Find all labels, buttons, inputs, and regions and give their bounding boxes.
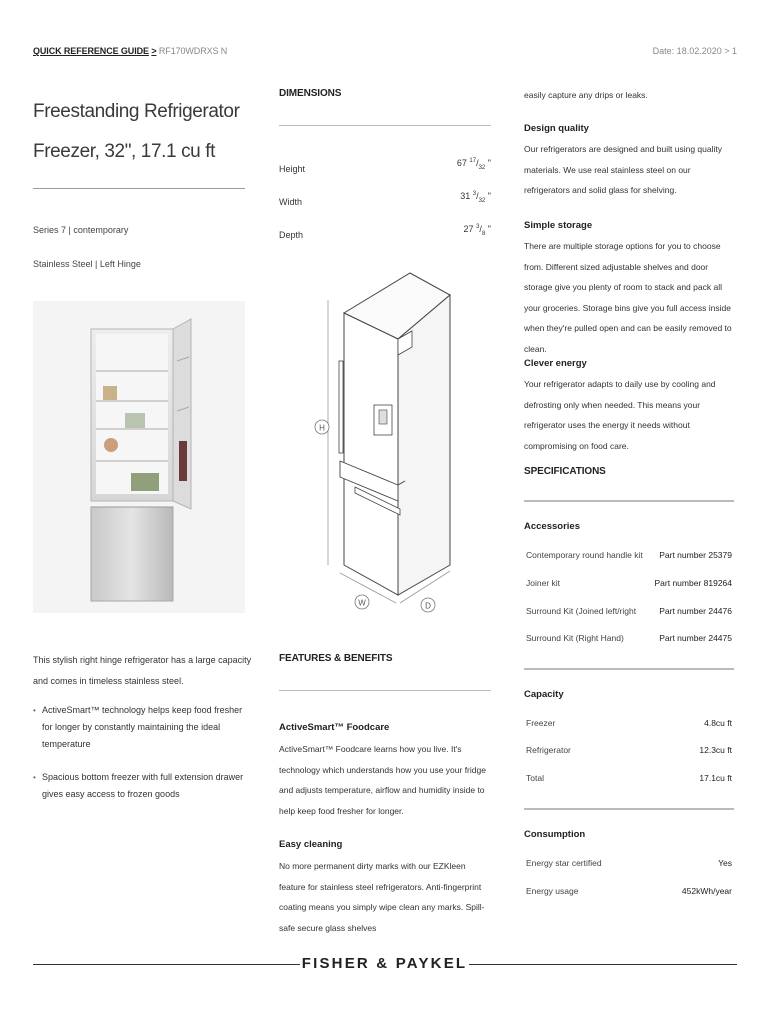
product-title [33, 92, 263, 172]
feature-body: ActiveSmart™ Foodcare learns how you live. It's technology which understands how you use your fridge and adjusts temperature, airflow and humidity inside to help keep food fresher for longer. [279, 744, 486, 816]
header-separator: > [151, 46, 157, 56]
refrigerator-photo-image [33, 301, 245, 613]
document-date: Date: 18.02.2020 > 1 [652, 46, 737, 56]
dimension-value: 67 $^{17}/_{32}$ " [456, 158, 491, 171]
brand-logo: FISHER & PAYKEL [301, 955, 468, 972]
highlight-item: • Spacious bottom freezer with full extension drawer gives easy access to frozen goods [33, 769, 253, 803]
dimension-label: Depth [279, 230, 304, 240]
spec-row: Surround Kit (Right Hand) Part number 24475 [526, 633, 732, 643]
dimension-row-height [279, 158, 491, 174]
product-finish: Stainless Steel | Left Hinge [33, 259, 141, 269]
dimension-label: Width [279, 197, 303, 207]
feature-title: Clever energy [524, 358, 587, 369]
width-marker: W [358, 598, 366, 608]
guide-header [33, 46, 227, 56]
dimension-row-depth [279, 224, 491, 240]
spec-row: Contemporary round handle kit Part number 25379 [526, 550, 732, 560]
model-number: RF170WDRXS N [158, 46, 228, 56]
guide-label: QUICK REFERENCE GUIDE [33, 46, 149, 56]
dimensions-divider [279, 125, 491, 126]
dimension-row-width [279, 191, 491, 207]
features-heading: FEATURES & BENEFITS [279, 653, 393, 664]
dimension-value: 27 $^3/_8$ " [463, 224, 491, 237]
spec-row: Freezer 4.8cu ft [526, 718, 732, 728]
specifications-heading: SPECIFICATIONS [524, 466, 606, 477]
product-series: Series 7 | contemporary [33, 225, 129, 235]
product-title-line-1: Freestanding Refrigerator [33, 101, 240, 122]
footer-rule-left [33, 964, 300, 965]
feature-title: ActiveSmart™ Foodcare [279, 722, 390, 733]
spec-row: Joiner kit Part number 819264 [526, 578, 732, 588]
dimensions-heading: DIMENSIONS [279, 88, 342, 99]
highlight-item: • ActiveSmart™ technology helps keep food fresher for longer by constantly maintaining the ideal temperature [33, 702, 253, 753]
feature-title: Design quality [524, 123, 589, 134]
dimension-diagram [300, 265, 470, 620]
feature-body: There are multiple storage options for you to choose from. Different sized adjustable shelves and door storage give you plenty of room to stack and pack all your groceries. Storage bins give you full access inside when they're pulled open and can be easily removed to clean. [524, 241, 732, 354]
spec-group-title: Capacity [524, 689, 564, 700]
product-intro: This stylish right hinge refrigerator has a large capacity and comes in timeless stainless steel. [33, 655, 252, 686]
product-highlights [33, 702, 253, 819]
features-divider [279, 690, 491, 691]
dimension-value: 31 $^3/_{32}$ " [460, 191, 491, 204]
feature-continued: easily capture any drips or leaks. [524, 90, 648, 100]
depth-marker: D [425, 601, 431, 611]
spec-row: Surround Kit (Joined left/right Part number 24476 [526, 606, 732, 616]
spec-row: Total 17.1cu ft [526, 773, 732, 783]
feature-body: No more permanent dirty marks with our EZKleen feature for stainless steel refrigerators. Anti-fingerprint coating means you simply wipe clean any marks. Spill-safe secure glass shelves [279, 861, 485, 933]
spec-group-title: Accessories [524, 521, 580, 532]
product-photo [33, 301, 245, 613]
spec-row: Energy star certified Yes [526, 858, 732, 868]
spec-group-title: Consumption [524, 829, 586, 840]
dimension-label: Height [279, 164, 306, 174]
product-title-line-2: Freezer, 32", 17.1 cu ft [33, 141, 215, 162]
height-marker: H [319, 423, 325, 433]
footer-rule-right [469, 964, 737, 965]
spec-group-divider [524, 808, 734, 810]
spec-row: Energy usage 452kWh/year [526, 886, 732, 896]
spec-group-divider [524, 668, 734, 670]
refrigerator-line-drawing [300, 265, 470, 620]
specifications-divider [524, 500, 734, 502]
spec-row: Refrigerator 12.3cu ft [526, 745, 732, 755]
feature-body: Your refrigerator adapts to daily use by cooling and defrosting only when needed. This means your refrigerator uses the energy it needs without compromising on food care. [524, 379, 716, 451]
title-divider [33, 188, 245, 189]
feature-body: Our refrigerators are designed and built using quality materials. We use real stainless steel on our refrigerators and solid glass for shelving. [524, 144, 722, 195]
feature-title: Simple storage [524, 220, 593, 231]
feature-title: Easy cleaning [279, 839, 343, 850]
